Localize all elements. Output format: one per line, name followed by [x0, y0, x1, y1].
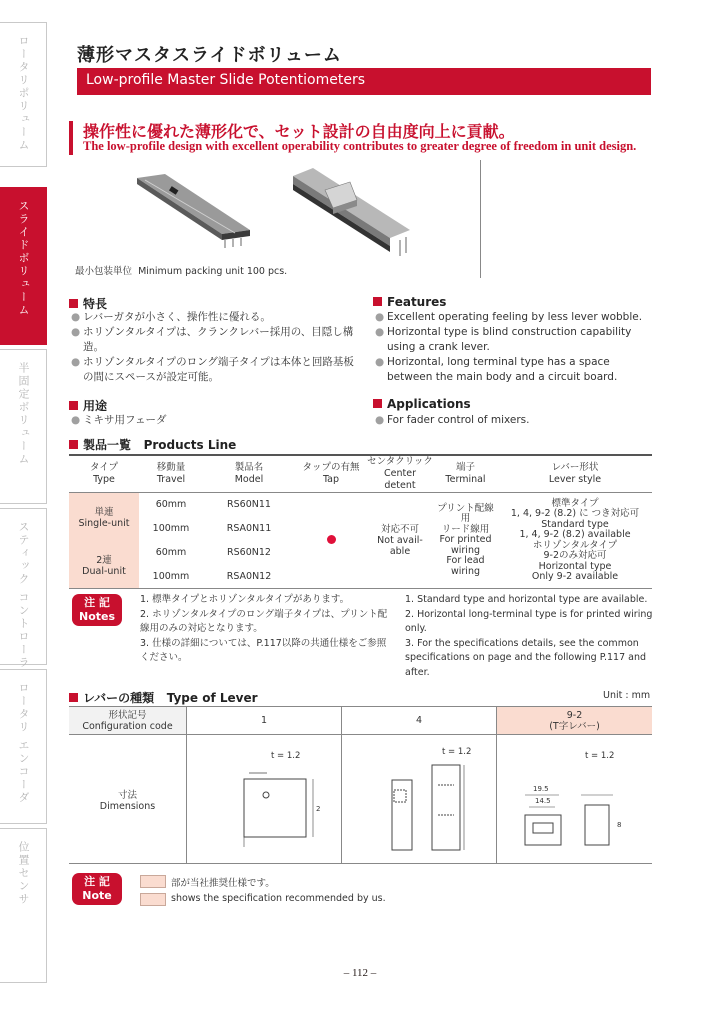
code-4: 4: [342, 707, 497, 735]
lever-1-drawing: [187, 735, 341, 863]
dim-drawing-9-2: t = 1.2 19.5 14.5 8: [497, 735, 653, 864]
list-item: ● ホリゾンタルタイプは、クランクレバー採用の、目隠し構造。: [71, 326, 354, 353]
tap-dot: [327, 535, 336, 544]
lever-style-cell: 標準タイプ 1, 4, 9-2 (8.2) に つき対応可 Standard type 1, 4, 9-2 (8.2) available ホリゾンタルタイプ 9-2のみ対応可 Horizontal type Only 9-2 available: [510, 497, 640, 582]
col-tap: タップの有無 Tap: [295, 455, 367, 493]
legend-text-en: shows the specification recommended by us.: [171, 893, 386, 904]
note-item: 1. 標準タイプとホリゾンタルタイプがあります。: [140, 594, 350, 605]
page-title-en: Low-profile Master Slide Potentiometers: [86, 72, 366, 88]
applications-list-jp: ● ミキサ用フェーダ: [71, 414, 167, 426]
dimensions-label: 寸法 Dimensions: [69, 735, 187, 864]
terminal-cell: プリント配線用 リード線用 For printed wiring For lead wiring: [437, 502, 494, 577]
cell-model: RS60N12: [227, 547, 271, 558]
type-dual: 2連 Dual-unit: [69, 541, 139, 589]
code-1: 1: [187, 707, 342, 735]
cell-model: RSA0N11: [226, 523, 272, 534]
note-item: 1. Standard type and horizontal type are available.: [405, 594, 648, 605]
features-heading-jp: 特長: [69, 295, 107, 312]
recommended-swatch: [140, 893, 166, 906]
col-type: タイプ Type: [69, 455, 139, 493]
product-photo: [75, 160, 420, 265]
products-heading: 製品一覧 Products Line: [69, 436, 236, 453]
type-single: 単連 Single-unit: [69, 493, 139, 541]
page-title-jp: 薄形マスタスライドボリューム: [77, 45, 342, 66]
list-item: ● Horizontal type is blind construction capability using a crank lever.: [375, 326, 632, 353]
notes-badge: 注 記 Notes: [72, 594, 122, 626]
cell-travel: 60mm: [155, 499, 187, 511]
dim-drawing-4: t = 1.2: [342, 735, 497, 864]
side-tab-trimmer-potentiometers[interactable]: 半固定ボリューム: [0, 349, 47, 504]
note-item: 2. Horizontal long-terminal type is for printed wiring only.: [405, 608, 653, 634]
col-center-detent: センタクリック Center detent: [367, 456, 433, 491]
col-travel: 移動量 Travel: [139, 455, 203, 493]
applications-list-en: ● For fader control of mixers.: [375, 414, 530, 426]
lead-marker: [69, 121, 73, 155]
side-tab-rotary-potentiometers[interactable]: ロータリポリューム: [0, 22, 47, 167]
lead-text-en: The low-profile design with excellent operability contributes to greater degree of freedom in unit design.: [83, 139, 637, 153]
products-table: [69, 454, 652, 589]
legend-text-jp: 部が当社推奨仕様です。: [171, 878, 275, 889]
config-code-header: 形状記号 Configuration code: [69, 707, 187, 735]
cell-model: RS60N11: [227, 499, 271, 511]
features-list-en: [375, 310, 655, 385]
features-list-jp: [71, 310, 356, 385]
note-item: 3. 仕様の詳細については、P.117以降の共通仕様をご参照ください。: [140, 637, 387, 663]
lever-types-table: [69, 706, 652, 864]
list-item: ● ホリゾンタルタイプのロング端子タイプは本体と回路基板の間にスペースが設定可能。: [71, 356, 354, 383]
lever-4-drawing: [342, 735, 496, 863]
lever-9-2-drawing: [497, 735, 652, 863]
page-number: – 112 –: [343, 967, 377, 979]
list-item: ● レバーガタが小さく、操作性に優れる。: [71, 311, 271, 323]
recommended-swatch: [140, 875, 166, 888]
legend-badge: 注 記 Note: [72, 873, 122, 905]
packing-info: 最小包装単位 Minimum packing unit 100 pcs.: [75, 266, 288, 277]
side-tab-position-sensor[interactable]: 位置センサ: [0, 828, 47, 983]
applications-heading-jp: 用途: [69, 397, 107, 414]
col-lever-style: レバー形状 Lever style: [498, 455, 652, 493]
photo-divider: [480, 160, 481, 278]
notes-en: [405, 593, 655, 680]
side-tab-stick-controller[interactable]: スティック コントローラ: [0, 508, 47, 665]
col-terminal: 端子 Terminal: [433, 455, 498, 493]
features-heading-en: Features: [373, 295, 446, 309]
applications-heading-en: Applications: [373, 397, 471, 411]
table-row: [69, 493, 652, 517]
side-tab-slide-potentiometers[interactable]: スライドボリューム: [0, 187, 47, 345]
note-item: 2. ホリゾンタルタイプのロング端子タイプは、プリント配線用のみの対応となります。: [140, 608, 388, 634]
tap-cell: [295, 493, 367, 589]
cell-travel: 100mm: [152, 570, 190, 582]
product-photo-single: [137, 174, 250, 248]
list-item: ● Horizontal, long terminal type has a space between the main body and a circuit board.: [375, 356, 618, 383]
col-model: 製品名 Model: [203, 455, 295, 493]
product-photo-horizontal: [293, 168, 410, 256]
note-item: 3. For the specifications details, see the common specifications on page and the following P.117 and after.: [405, 637, 647, 678]
cell-travel: 100mm: [152, 523, 190, 534]
unit-label: Unit : mm: [603, 690, 651, 701]
cell-travel: 60mm: [155, 547, 187, 558]
dim-drawing-1: t = 1.2 2: [187, 735, 342, 864]
lead-text-jp: 操作性に優れた薄形化で、セット設計の自由度向上に貢献。: [83, 122, 515, 141]
center-detent-cell: 対応不可 Not avail- able: [377, 524, 423, 557]
code-9-2: 9-2 (T字レバー): [497, 707, 653, 735]
side-tab-rotary-encoder[interactable]: ロータリ エンコーダ: [0, 669, 47, 824]
notes-jp: [140, 593, 390, 666]
list-item: ● Excellent operating feeling by less lever wobble.: [375, 311, 643, 323]
lever-types-heading: レバーの種類 Type of Lever: [69, 689, 258, 706]
cell-model: RSA0N12: [226, 570, 272, 582]
